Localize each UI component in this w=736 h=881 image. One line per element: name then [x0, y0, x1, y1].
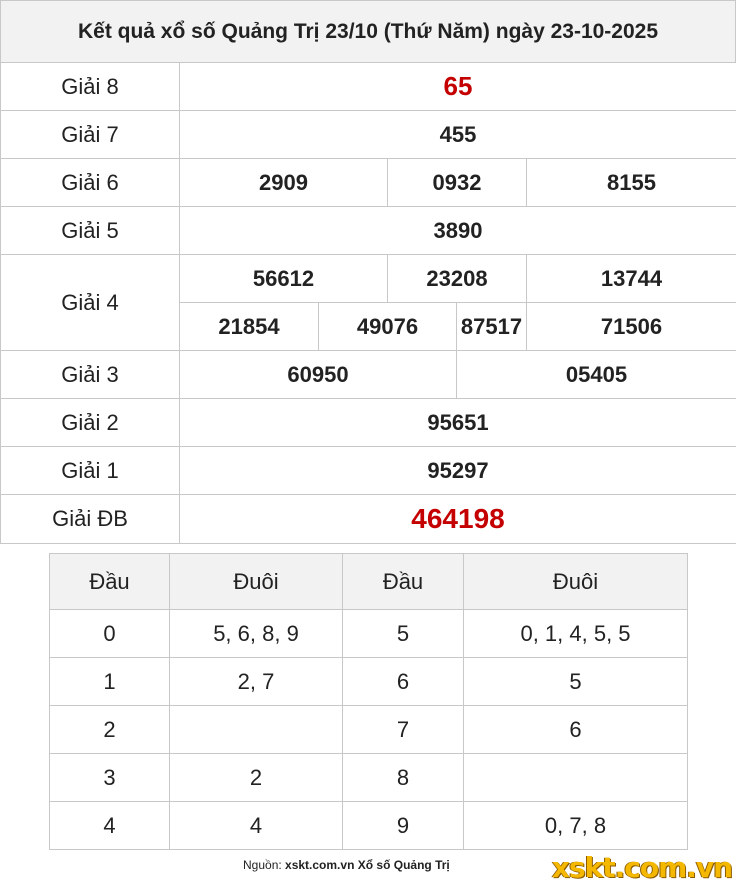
prize-row-gdb	[1, 495, 736, 544]
prize-label-g8: Giải 8	[1, 63, 180, 111]
loto-duoi: 0, 1, 4, 5, 5	[464, 610, 688, 658]
loto-duoi	[170, 706, 343, 754]
prize-label-gdb: Giải ĐB	[1, 495, 180, 544]
loto-duoi: 2, 7	[170, 658, 343, 706]
loto-header-duoi: Đuôi	[464, 554, 688, 610]
loto-header-dau: Đầu	[343, 554, 464, 610]
special-prize-number: 464198	[180, 495, 736, 544]
prize-number: 21854	[180, 303, 319, 351]
source-name: Xổ số Quảng Trị	[357, 858, 450, 872]
loto-row	[50, 802, 688, 850]
loto-duoi: 6	[464, 706, 688, 754]
loto-dau: 8	[343, 754, 464, 802]
prize-number: 0932	[388, 159, 527, 207]
prize-number: 71506	[527, 303, 736, 351]
loto-dau: 0	[50, 610, 170, 658]
prize-label-g4: Giải 4	[1, 255, 180, 351]
prize-row-g2	[1, 399, 736, 447]
prize-row-g4a	[1, 255, 736, 303]
loto-row	[50, 658, 688, 706]
prize-label-g5: Giải 5	[1, 207, 180, 255]
prize-label-g3: Giải 3	[1, 351, 180, 399]
loto-row	[50, 706, 688, 754]
page-title: Kết quả xổ số Quảng Trị 23/10 (Thứ Năm) ngày 23-10-2025	[0, 0, 736, 63]
prize-number: 8155	[527, 159, 736, 207]
prize-label-g1: Giải 1	[1, 447, 180, 495]
source-credit	[243, 858, 450, 872]
prize-number: 2909	[180, 159, 388, 207]
loto-dau: 2	[50, 706, 170, 754]
prize-label-g2: Giải 2	[1, 399, 180, 447]
prize-label-g6: Giải 6	[1, 159, 180, 207]
prize-number: 87517	[457, 303, 527, 351]
loto-header-row	[50, 554, 688, 610]
prize-row-g5	[1, 207, 736, 255]
loto-row	[50, 610, 688, 658]
loto-dau: 5	[343, 610, 464, 658]
prize-number: 3890	[180, 207, 736, 255]
prize-number: 05405	[457, 351, 736, 399]
loto-duoi: 2	[170, 754, 343, 802]
loto-duoi	[464, 754, 688, 802]
loto-dau: 6	[343, 658, 464, 706]
site-logo[interactable]: xskt.com.vn	[551, 850, 733, 881]
source-site-link[interactable]: xskt.com.vn	[285, 858, 355, 872]
loto-duoi: 4	[170, 802, 343, 850]
loto-row	[50, 754, 688, 802]
prize-row-g7	[1, 111, 736, 159]
loto-dau: 9	[343, 802, 464, 850]
results-table	[0, 62, 736, 544]
footer	[0, 850, 736, 881]
prize-row-g1	[1, 447, 736, 495]
loto-dau: 1	[50, 658, 170, 706]
loto-duoi: 5	[464, 658, 688, 706]
loto-header-duoi: Đuôi	[170, 554, 343, 610]
prize-number: 23208	[388, 255, 527, 303]
loto-dau: 4	[50, 802, 170, 850]
loto-duoi: 5, 6, 8, 9	[170, 610, 343, 658]
prize-number: 65	[180, 63, 736, 111]
prize-number: 49076	[319, 303, 457, 351]
prize-row-g6	[1, 159, 736, 207]
prize-number: 95297	[180, 447, 736, 495]
prize-label-g7: Giải 7	[1, 111, 180, 159]
loto-header-dau: Đầu	[50, 554, 170, 610]
prize-number: 13744	[527, 255, 736, 303]
loto-duoi: 0, 7, 8	[464, 802, 688, 850]
loto-dau: 3	[50, 754, 170, 802]
prize-row-g8	[1, 63, 736, 111]
prize-row-g3	[1, 351, 736, 399]
prize-number: 95651	[180, 399, 736, 447]
prize-number: 455	[180, 111, 736, 159]
source-prefix: Nguồn:	[243, 858, 286, 872]
loto-table	[49, 553, 688, 850]
prize-number: 56612	[180, 255, 388, 303]
prize-number: 60950	[180, 351, 457, 399]
loto-dau: 7	[343, 706, 464, 754]
